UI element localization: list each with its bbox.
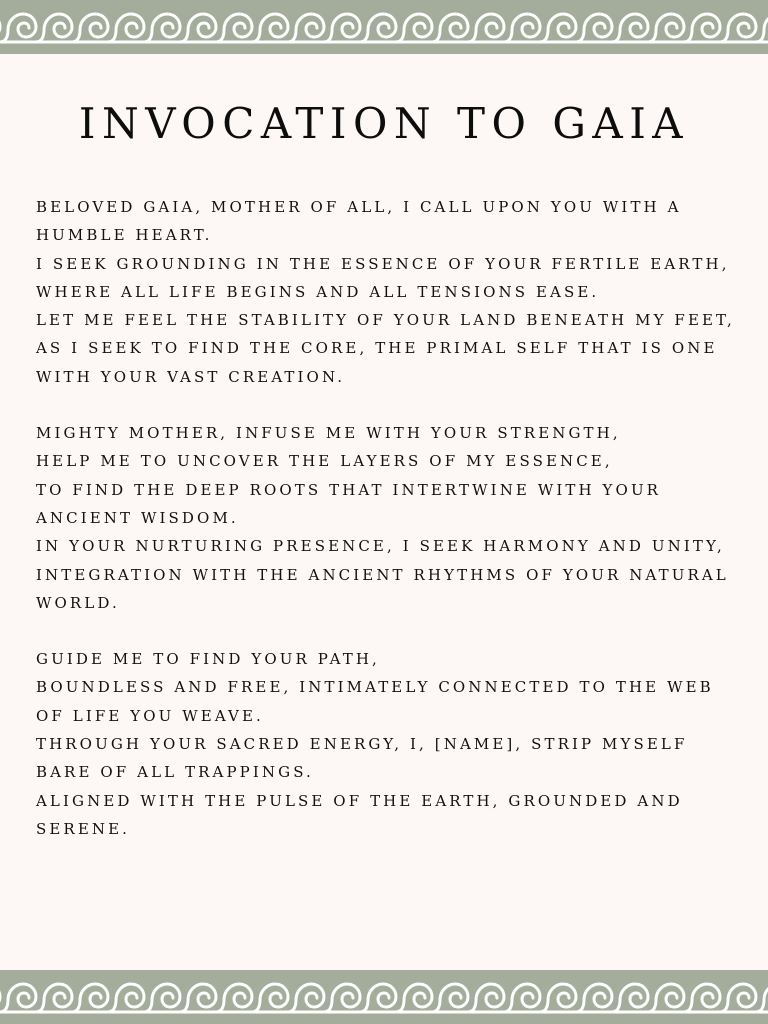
wave-curl-icon <box>504 984 540 1012</box>
wave-curl-icon <box>612 984 648 1012</box>
wave-curl-icon <box>288 14 324 42</box>
wave-curl-icon <box>144 14 180 42</box>
wave-curl-icon <box>396 984 432 1012</box>
wave-curl-icon <box>576 984 612 1012</box>
wave-curl-icon <box>468 14 504 42</box>
stanza-line: HELP ME TO UNCOVER THE LAYERS OF MY ESSENCE, <box>36 452 613 471</box>
wave-curl-icon <box>72 984 108 1012</box>
wave-curl-icon <box>216 14 252 42</box>
wave-curl-icon <box>396 14 432 42</box>
wave-curl-icon <box>612 14 648 42</box>
stanza-line: INTEGRATION WITH THE ANCIENT RHYTHMS OF YOUR NATURAL WORLD. <box>36 565 729 612</box>
stanza-line: I SEEK GROUNDING IN THE ESSENCE OF YOUR FERTILE EARTH, WHERE ALL LIFE BEGINS AND ALL TENSIONS EASE. <box>36 254 730 301</box>
stanza-line: BOUNDLESS AND FREE, INTIMATELY CONNECTED TO THE WEB OF LIFE YOU WEAVE. <box>36 678 714 725</box>
page-title: INVOCATION TO GAIA <box>78 99 690 148</box>
stanza-2 <box>36 419 736 617</box>
stanza-line: MIGHTY MOTHER, INFUSE ME WITH YOUR STRENGTH, <box>36 424 621 443</box>
wave-scroll-pattern-icon <box>0 0 768 54</box>
wave-curl-icon <box>648 984 684 1012</box>
wave-curl-icon <box>684 14 720 42</box>
stanza-line: BELOVED GAIA, MOTHER OF ALL, I CALL UPON YOU WITH A HUMBLE HEART. <box>36 198 682 245</box>
wave-curl-icon <box>756 984 768 1012</box>
wave-curl-icon <box>540 984 576 1012</box>
invocation-body <box>36 193 736 871</box>
bottom-wave-border <box>0 970 768 1024</box>
wave-curl-icon <box>720 984 756 1012</box>
stanza-line: TO FIND THE DEEP ROOTS THAT INTERTWINE WITH YOUR ANCIENT WISDOM. <box>36 480 662 527</box>
wave-curl-icon <box>720 14 756 42</box>
wave-curl-icon <box>756 14 768 42</box>
wave-curl-icon <box>540 14 576 42</box>
stanza-line: LET ME FEEL THE STABILITY OF YOUR LAND BENEATH MY FEET, <box>36 311 735 330</box>
wave-curl-icon <box>288 984 324 1012</box>
wave-curl-icon <box>252 984 288 1012</box>
stanza-3 <box>36 645 736 843</box>
wave-curl-icon <box>108 14 144 42</box>
wave-curl-icon <box>36 984 72 1012</box>
wave-curl-icon <box>36 14 72 42</box>
wave-curl-icon <box>432 984 468 1012</box>
stanza-line: THROUGH YOUR SACRED ENERGY, I, [NAME], STRIP MYSELF BARE OF ALL TRAPPINGS. <box>36 735 688 782</box>
stanza-1 <box>36 193 736 391</box>
wave-curl-icon <box>72 14 108 42</box>
wave-curl-icon <box>576 14 612 42</box>
wave-curl-icon <box>144 984 180 1012</box>
wave-curl-icon <box>0 984 36 1012</box>
wave-curl-icon <box>0 14 36 42</box>
wave-curl-icon <box>648 14 684 42</box>
stanza-line: IN YOUR NURTURING PRESENCE, I SEEK HARMONY AND UNITY, <box>36 537 725 556</box>
wave-curl-icon <box>360 14 396 42</box>
wave-curl-icon <box>180 14 216 42</box>
stanza-line: ALIGNED WITH THE PULSE OF THE EARTH, GROUNDED AND SERENE. <box>36 791 683 838</box>
wave-curl-icon <box>324 984 360 1012</box>
top-wave-border <box>0 0 768 54</box>
wave-curl-icon <box>684 984 720 1012</box>
wave-curl-icon <box>504 14 540 42</box>
wave-curl-icon <box>432 14 468 42</box>
wave-curl-icon <box>360 984 396 1012</box>
stanza-line: AS I SEEK TO FIND THE CORE, THE PRIMAL SELF THAT IS ONE WITH YOUR VAST CREATION. <box>36 339 718 386</box>
stanza-line: GUIDE ME TO FIND YOUR PATH, <box>36 650 380 669</box>
wave-curl-icon <box>252 14 288 42</box>
wave-curl-icon <box>180 984 216 1012</box>
wave-scroll-pattern-icon <box>0 970 768 1024</box>
wave-curl-icon <box>468 984 504 1012</box>
wave-curl-icon <box>324 14 360 42</box>
wave-curl-icon <box>216 984 252 1012</box>
wave-curl-icon <box>108 984 144 1012</box>
